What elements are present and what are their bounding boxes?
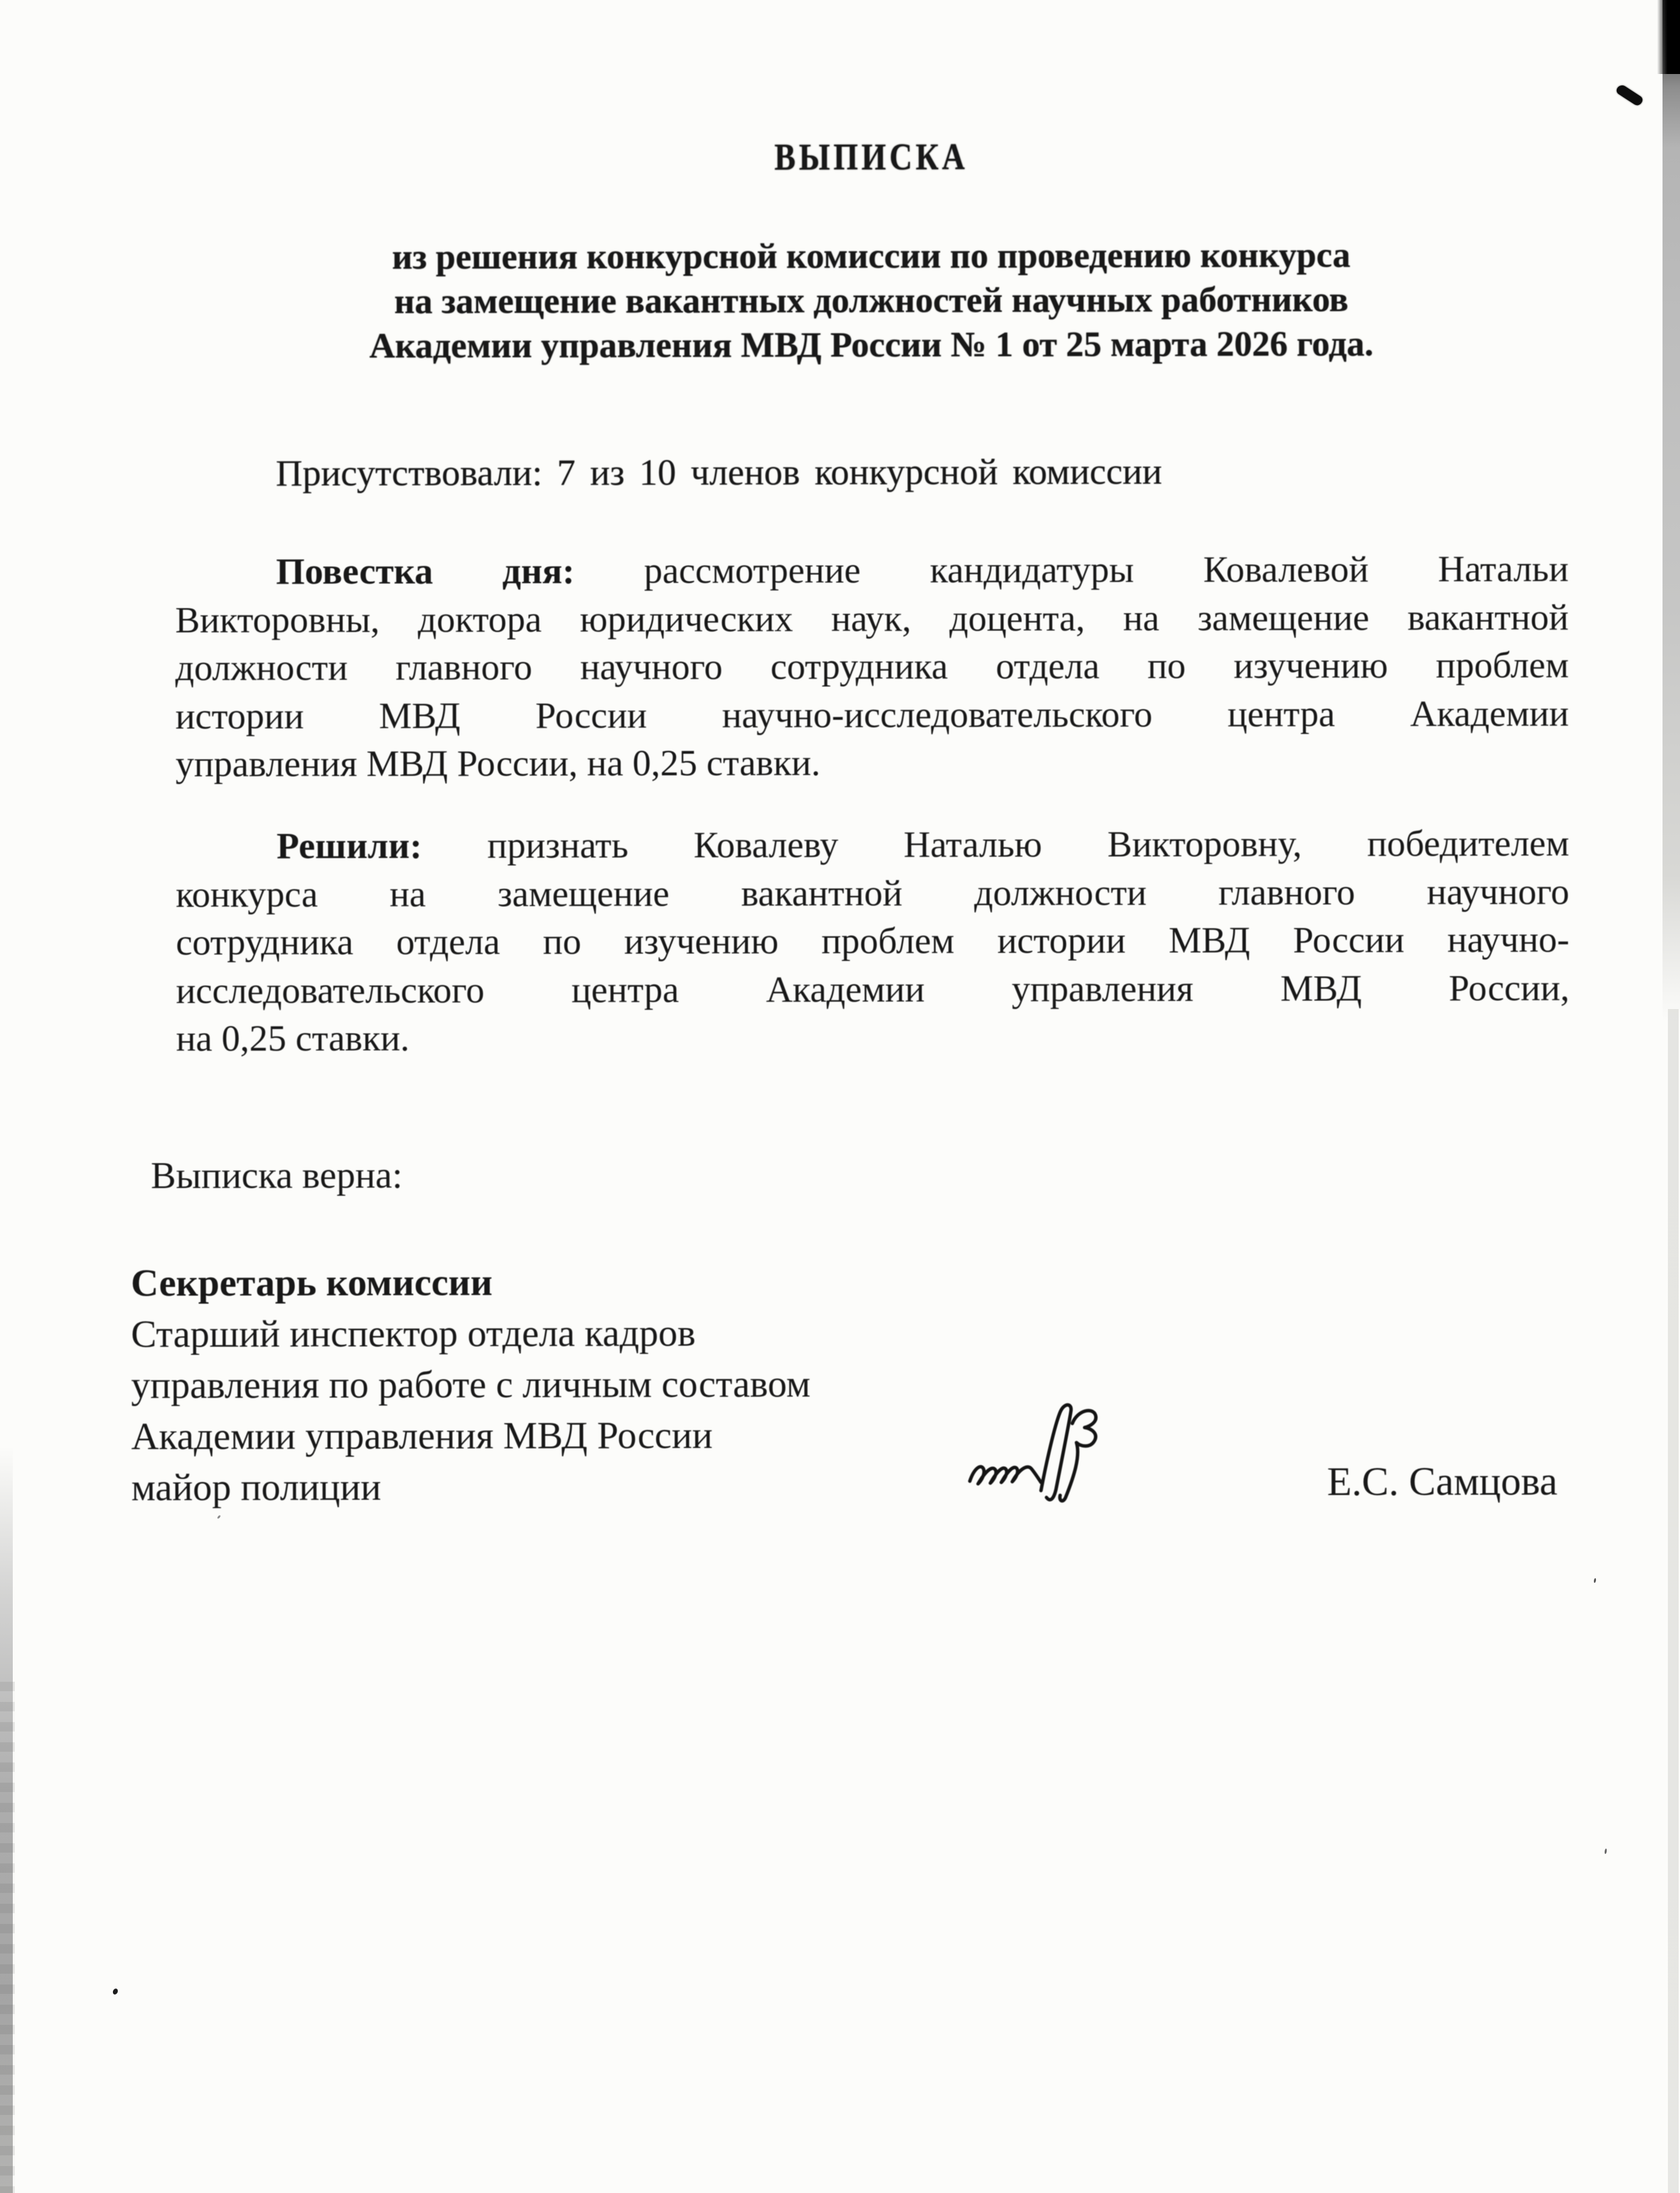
resolution-line: на 0,25 ставки.: [176, 1017, 410, 1060]
resolution-line: сотрудника отдела по изучению проблем истории МВД России научно-: [176, 918, 1570, 963]
agenda-line: должности главного научного сотрудника отдела по изучению проблем: [175, 644, 1569, 689]
subtitle-line: из решения конкурсной комиссии по проведению конкурса: [391, 235, 1350, 277]
subtitle-line: Академии управления МВД России № 1 от 25 марта 2026 года.: [369, 324, 1374, 366]
certification-line: Выписка верна:: [151, 1154, 403, 1197]
agenda-line: истории МВД России научно-исследовательского центра Академии: [175, 692, 1569, 737]
document-title-text: ВЫПИСКА: [773, 136, 968, 179]
resolution-line-text: признать Ковалеву Наталью Викторовну, победителем: [487, 822, 1570, 866]
subtitle-line: на замещение вакантных должностей научных работников: [394, 280, 1349, 322]
signatory-role-line: Академии управления МВД России: [130, 1414, 713, 1458]
agenda-paragraph: [175, 545, 1569, 788]
scan-edge-texture-left: [0, 1682, 15, 2193]
signatory-role-line: управления по работе с личным составом: [130, 1363, 811, 1407]
signatory-role-line: майор полиции: [131, 1466, 381, 1510]
signatory-role-line: Секретарь комиссии: [130, 1261, 493, 1305]
signature-handwriting: [964, 1393, 1108, 1513]
signatory-name: Е.С. Самцова: [1327, 1458, 1558, 1504]
document-title: [174, 135, 1568, 180]
agenda-line: управления МВД России, на 0,25 ставки.: [175, 742, 820, 785]
resolution-label: Решили:: [276, 825, 422, 866]
resolution-line: [176, 819, 1569, 870]
signatory-role-line: Старший инспектор отдела кадров: [130, 1312, 696, 1356]
resolution-paragraph: [176, 819, 1570, 1063]
scan-edge-shadow-right-top: [1657, 0, 1680, 74]
document-subtitle: [174, 233, 1568, 369]
agenda-line-text: рассмотрение кандидатуры Ковалевой Натальи: [644, 548, 1569, 591]
scan-edge-shadow-right: [1663, 0, 1680, 1023]
agenda-line: Викторовны, доктора юридических наук, доцента, на замещение вакантной: [175, 596, 1569, 640]
agenda-line: [175, 545, 1568, 596]
scan-edge-shadow-right-lower: [1668, 1009, 1679, 2193]
attendees-line: Присутствовали: 7 из 10 членов конкурсной комиссии: [275, 450, 1162, 494]
resolution-line: конкурса на замещение вакантной должности главного научного: [176, 870, 1570, 915]
agenda-label: Повестка дня:: [276, 550, 575, 592]
signatory-block: [131, 1256, 1073, 1514]
resolution-line: исследовательского центра Академии управления МВД России,: [176, 967, 1570, 1011]
